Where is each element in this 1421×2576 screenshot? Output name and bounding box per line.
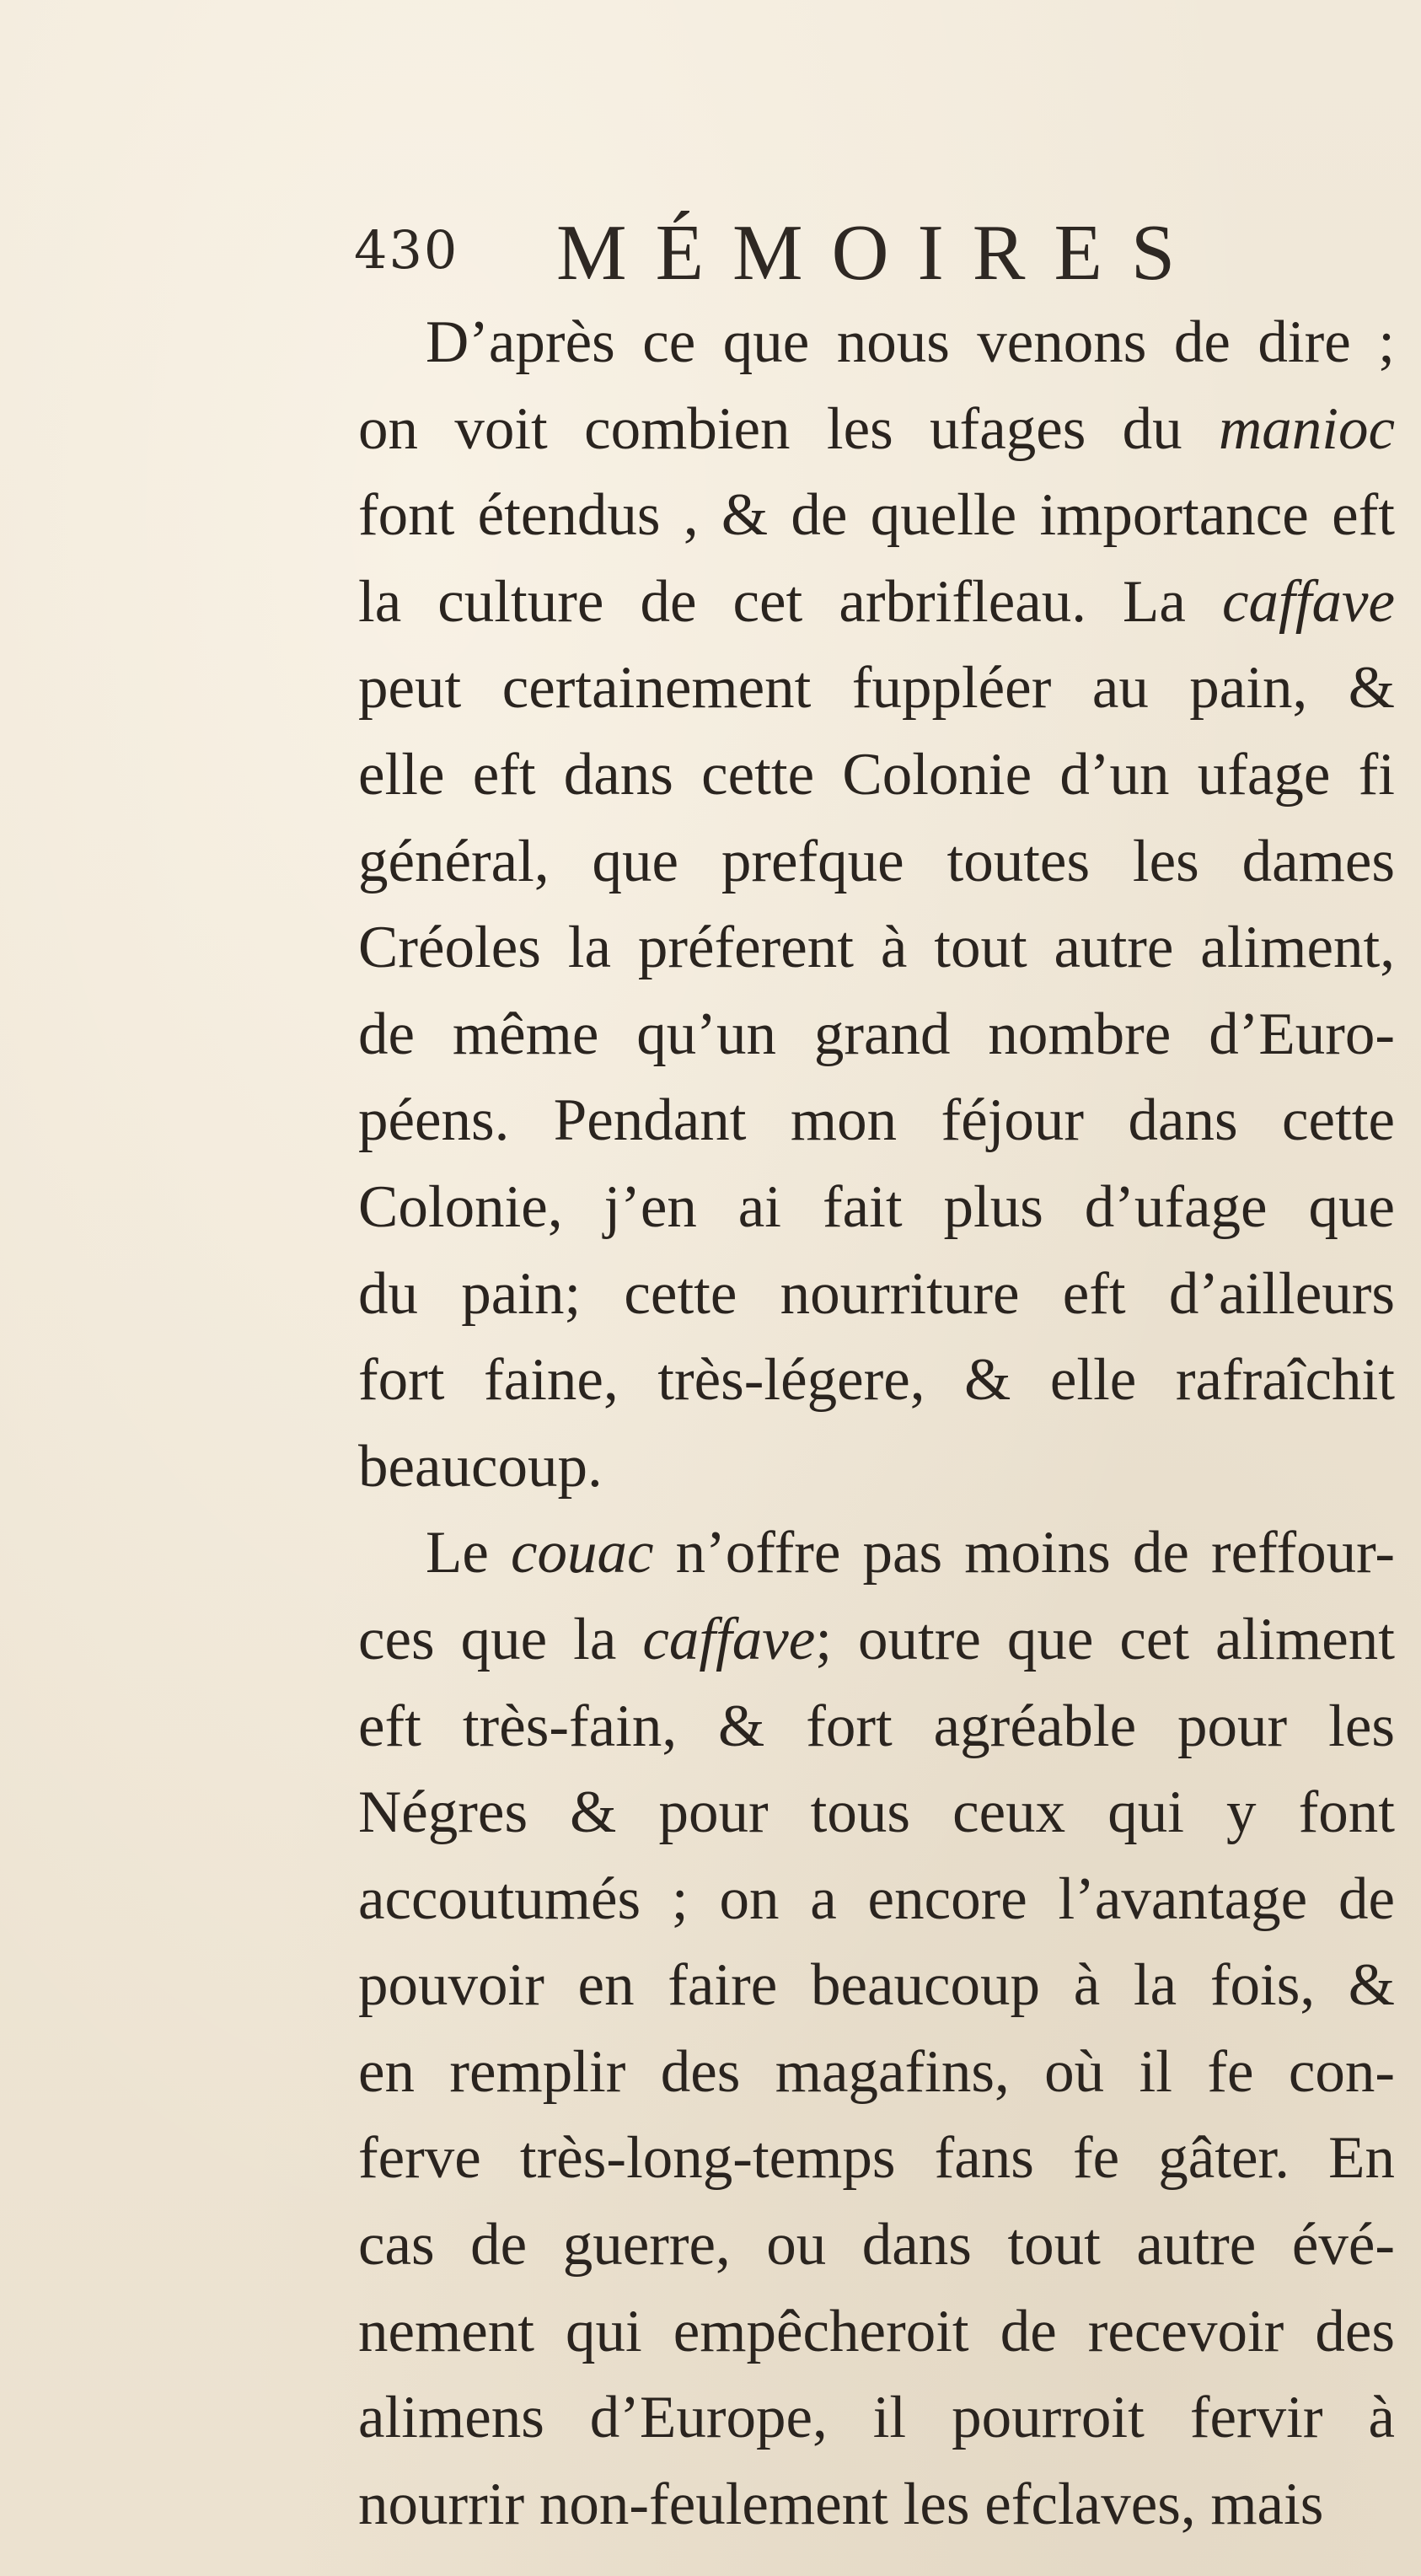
paragraph (358, 299, 1395, 1510)
text-line (358, 991, 1395, 1078)
text-line (358, 1337, 1395, 1424)
line-text: du pain; cette nourriture eft d’ailleurs (358, 1260, 1395, 1327)
line-text: elle eft dans cette Colonie d’un ufage fi (358, 741, 1395, 808)
text-line (358, 1942, 1395, 2029)
line-text: peut certainement fuppléer au pain, & (358, 655, 1395, 722)
italic-term: caffave (1222, 568, 1395, 635)
line-text: eft très-fain, & fort agréable pour les (358, 1693, 1395, 1759)
text-line (358, 904, 1395, 991)
line-text: péens. Pendant mon féjour dans cette (358, 1087, 1395, 1154)
text-line (358, 2289, 1395, 2375)
line-text: Négres & pour tous ceux qui y font (358, 1779, 1395, 1846)
text-line (358, 2461, 1395, 2548)
text-line (358, 1077, 1395, 1164)
line-text: général, que prefque toutes les dames (358, 828, 1395, 894)
text-line (358, 1856, 1395, 1943)
line-text: alimens d’Europe, il pourroit fervir à (358, 2385, 1395, 2451)
line-text: Le (426, 1520, 511, 1586)
text-line (358, 732, 1395, 818)
line-text: pouvoir en faire beaucoup à la fois, & (358, 1952, 1395, 2019)
text-line (358, 645, 1395, 732)
line-text: font étendus , & de quelle importance eft (358, 482, 1395, 549)
running-head: MÉMOIRES (556, 209, 1204, 297)
text-line (358, 1769, 1395, 1856)
line-text: ces que la (358, 1606, 643, 1672)
body-text (358, 299, 1395, 2547)
text-line (358, 2029, 1395, 2116)
line-text: nement qui empêcheroit de recevoir des (358, 2298, 1395, 2364)
text-line (358, 472, 1395, 559)
page-number: 430 (354, 219, 459, 281)
line-text: beaucoup. (358, 1433, 603, 1500)
line-text: Colonie, j’en ai fait plus d’ufage que (358, 1173, 1395, 1240)
line-text: nourrir non-feulement les efclaves, mais (358, 2471, 1324, 2537)
line-text: fort faine, très-légere, & elle rafraîchit (358, 1347, 1395, 1414)
line-text: Créoles la préferent à tout autre aliment, (358, 915, 1395, 981)
text-line (358, 818, 1395, 905)
text-line (358, 559, 1395, 646)
page-header (354, 201, 1281, 297)
text-line (358, 1424, 1395, 1511)
line-text: ; outre que cet aliment (815, 1606, 1395, 1672)
line-text: accoutumés ; on a encore l’avantage de (358, 1865, 1395, 1932)
text-line (358, 299, 1395, 386)
line-text: en remplir des magafins, où il fe con- (358, 2038, 1395, 2105)
text-line (358, 1164, 1395, 1251)
line-text: n’offre pas moins de reffour- (653, 1520, 1395, 1586)
text-line (358, 1510, 1395, 1597)
text-line (358, 1597, 1395, 1683)
text-line (358, 1683, 1395, 1770)
line-text: D’après ce que nous venons de dire ; (426, 309, 1395, 375)
italic-term: caffave (642, 1606, 816, 1672)
italic-term: couac (510, 1520, 654, 1586)
text-line (358, 386, 1395, 473)
line-text: cas de guerre, ou dans tout autre évé- (358, 2212, 1395, 2278)
line-text: on voit combien les ufages du (358, 395, 1219, 462)
paragraph (358, 1510, 1395, 2547)
line-text: de même qu’un grand nombre d’Euro- (358, 1001, 1395, 1067)
text-line (358, 2115, 1395, 2202)
text-line (358, 2375, 1395, 2461)
text-line (358, 1251, 1395, 1338)
line-text: ferve très-long-temps fans fe gâter. En (358, 2125, 1395, 2192)
text-line (358, 2202, 1395, 2289)
italic-term: manioc (1218, 395, 1395, 462)
line-text: la culture de cet arbrifleau. La (358, 568, 1222, 635)
